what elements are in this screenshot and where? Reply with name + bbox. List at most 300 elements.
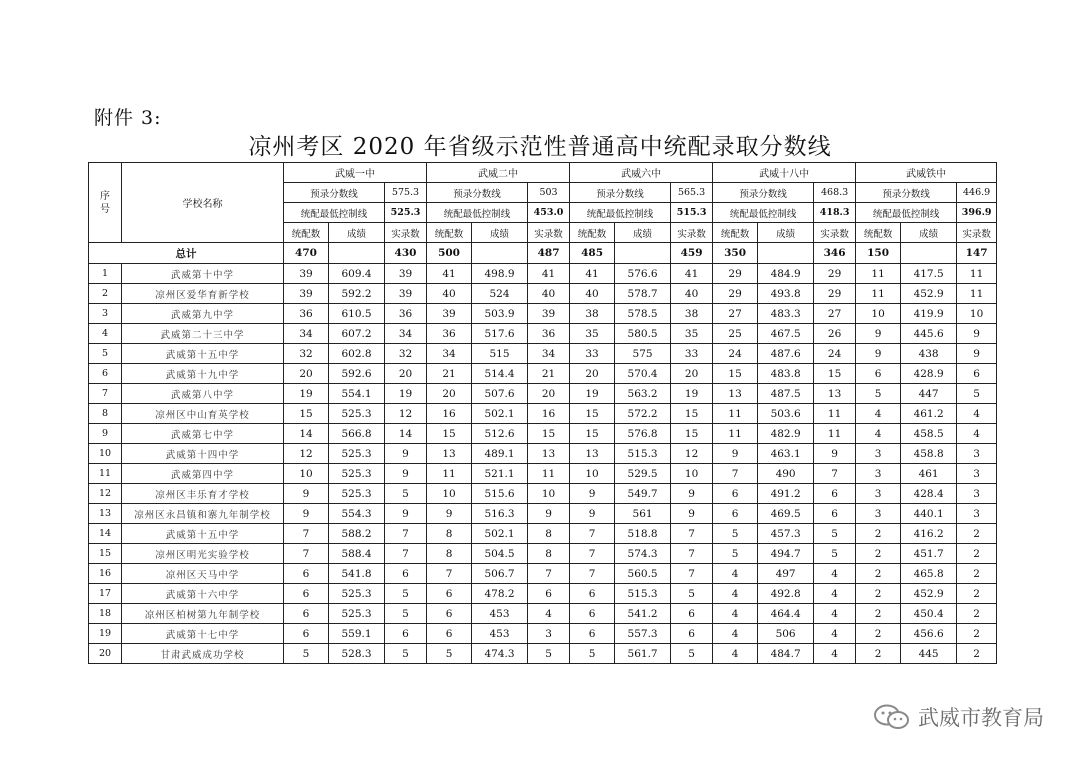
table-cell: 3 (957, 464, 997, 484)
row-number: 13 (89, 504, 122, 524)
table-row (89, 324, 997, 344)
table-cell: 5 (528, 644, 570, 664)
total-plan: 150 (856, 243, 901, 264)
table-cell: 6 (284, 624, 329, 644)
table-cell: 11 (856, 284, 901, 304)
table-cell: 3 (528, 624, 570, 644)
table-cell: 5 (814, 544, 856, 564)
table-cell: 16 (427, 404, 472, 424)
table-cell: 11 (427, 464, 472, 484)
column-header: 实录数 (528, 223, 570, 243)
table-cell: 9 (284, 504, 329, 524)
table-cell: 7 (284, 524, 329, 544)
table-cell: 497 (758, 564, 814, 584)
table-cell: 4 (814, 584, 856, 604)
table-cell: 3 (957, 444, 997, 464)
table-cell: 39 (385, 264, 427, 284)
table-cell: 549.7 (615, 484, 671, 504)
table-cell: 9 (284, 484, 329, 504)
total-score (615, 243, 671, 264)
table-cell: 469.5 (758, 504, 814, 524)
table-cell: 576.8 (615, 424, 671, 444)
table-row (89, 384, 997, 404)
table-cell: 512.6 (472, 424, 528, 444)
table-cell: 6 (385, 624, 427, 644)
plan-score-label: 预录分数线 (856, 183, 957, 203)
table-cell: 9 (570, 504, 615, 524)
table-cell: 9 (671, 484, 713, 504)
table-cell: 21 (528, 364, 570, 384)
table-cell: 38 (570, 304, 615, 324)
table-cell: 559.1 (329, 624, 385, 644)
school-name: 凉州区丰乐育才学校 (122, 484, 284, 504)
table-cell: 9 (856, 324, 901, 344)
table-cell: 4 (713, 624, 758, 644)
table-cell: 428.4 (901, 484, 957, 504)
total-plan: 350 (713, 243, 758, 264)
table-cell: 8 (427, 544, 472, 564)
table-cell: 7 (671, 564, 713, 584)
table-cell: 13 (814, 384, 856, 404)
table-cell: 467.5 (758, 324, 814, 344)
row-number: 1 (89, 264, 122, 284)
table-cell: 525.3 (329, 404, 385, 424)
table-cell: 518.8 (615, 524, 671, 544)
total-actual: 147 (957, 243, 997, 264)
control-line-label: 统配最低控制线 (856, 203, 957, 223)
table-cell: 32 (284, 344, 329, 364)
table-cell: 21 (427, 364, 472, 384)
table-cell: 20 (427, 384, 472, 404)
table-cell: 15 (284, 404, 329, 424)
table-cell: 39 (284, 284, 329, 304)
school-name: 武威第八中学 (122, 384, 284, 404)
school-name: 武威第二十三中学 (122, 324, 284, 344)
table-cell: 15 (671, 424, 713, 444)
table-cell: 438 (901, 344, 957, 364)
table-cell: 15 (671, 404, 713, 424)
table-cell: 5 (713, 544, 758, 564)
table-cell: 461.2 (901, 404, 957, 424)
table-cell: 9 (957, 344, 997, 364)
school-name: 武威第十中学 (122, 264, 284, 284)
table-cell: 452.9 (901, 584, 957, 604)
table-cell: 610.5 (329, 304, 385, 324)
table-cell: 541.8 (329, 564, 385, 584)
table-cell: 7 (671, 524, 713, 544)
table-cell: 419.9 (901, 304, 957, 324)
school-name: 武威第四中学 (122, 464, 284, 484)
table-cell: 458.5 (901, 424, 957, 444)
table-cell: 5 (284, 644, 329, 664)
table-cell: 32 (385, 344, 427, 364)
table-cell: 14 (385, 424, 427, 444)
table-cell: 20 (385, 364, 427, 384)
table-cell: 33 (671, 344, 713, 364)
table-cell: 575 (615, 344, 671, 364)
school-name: 凉州区永昌镇和寨九年制学校 (122, 504, 284, 524)
table-cell: 440.1 (901, 504, 957, 524)
column-header: 成绩 (758, 223, 814, 243)
total-score (901, 243, 957, 264)
table-cell: 515 (472, 344, 528, 364)
group-name: 武威六中 (570, 163, 713, 183)
table-cell: 515.6 (472, 484, 528, 504)
control-line-value: 418.3 (814, 203, 856, 223)
control-line-value: 396.9 (957, 203, 997, 223)
school-name: 凉州区天马中学 (122, 564, 284, 584)
table-cell: 506 (758, 624, 814, 644)
table-cell: 7 (385, 524, 427, 544)
table-cell: 458.8 (901, 444, 957, 464)
table-cell: 507.6 (472, 384, 528, 404)
table-cell: 578.5 (615, 304, 671, 324)
table-cell: 578.7 (615, 284, 671, 304)
table-cell: 5 (671, 644, 713, 664)
table-cell: 9 (814, 444, 856, 464)
table-cell: 2 (856, 604, 901, 624)
table-cell: 5 (385, 604, 427, 624)
table-cell: 4 (957, 404, 997, 424)
school-name: 武威第十九中学 (122, 364, 284, 384)
table-cell: 6 (385, 564, 427, 584)
table-cell: 592.6 (329, 364, 385, 384)
table-cell: 7 (570, 544, 615, 564)
table-cell: 7 (814, 464, 856, 484)
table-cell: 6 (284, 564, 329, 584)
table-cell: 41 (570, 264, 615, 284)
table-cell: 27 (713, 304, 758, 324)
attachment-label: 附件 3: (94, 107, 162, 129)
table-row (89, 344, 997, 364)
table-cell: 39 (427, 304, 472, 324)
school-name: 武威第七中学 (122, 424, 284, 444)
table-cell: 563.2 (615, 384, 671, 404)
table-cell: 2 (957, 624, 997, 644)
table-cell: 572.2 (615, 404, 671, 424)
column-header: 实录数 (957, 223, 997, 243)
table-cell: 33 (570, 344, 615, 364)
plan-score-value: 446.9 (957, 183, 997, 203)
table-cell: 5 (814, 524, 856, 544)
table-cell: 2 (856, 584, 901, 604)
watermark-text: 武威市教育局 (918, 706, 1044, 730)
column-header: 成绩 (615, 223, 671, 243)
plan-score-value: 565.3 (671, 183, 713, 203)
row-number: 12 (89, 484, 122, 504)
table-cell: 35 (570, 324, 615, 344)
table-cell: 6 (427, 604, 472, 624)
school-name: 武威第十六中学 (122, 584, 284, 604)
table-cell: 528.3 (329, 644, 385, 664)
table-cell: 15 (713, 364, 758, 384)
table-row (89, 544, 997, 564)
table-row (89, 524, 997, 544)
table-cell: 428.9 (901, 364, 957, 384)
table-cell: 12 (385, 404, 427, 424)
table-cell: 10 (284, 464, 329, 484)
control-line-label: 统配最低控制线 (570, 203, 671, 223)
table-cell: 5 (385, 644, 427, 664)
table-row (89, 444, 997, 464)
plan-score-value: 468.3 (814, 183, 856, 203)
table-cell: 6 (570, 624, 615, 644)
column-header: 成绩 (901, 223, 957, 243)
table-cell: 10 (957, 304, 997, 324)
table-cell: 492.8 (758, 584, 814, 604)
table-cell: 11 (856, 264, 901, 284)
table-cell: 4 (814, 604, 856, 624)
table-cell: 452.9 (901, 284, 957, 304)
table-cell: 487.5 (758, 384, 814, 404)
table-cell: 5 (957, 384, 997, 404)
plan-score-label: 预录分数线 (427, 183, 528, 203)
table-cell: 20 (570, 364, 615, 384)
table-cell: 6 (713, 484, 758, 504)
group-name: 武威二中 (427, 163, 570, 183)
table-cell: 451.7 (901, 544, 957, 564)
table-cell: 5 (385, 484, 427, 504)
table-cell: 502.1 (472, 404, 528, 424)
table-cell: 7 (671, 544, 713, 564)
table-cell: 25 (713, 324, 758, 344)
table-cell: 515.3 (615, 444, 671, 464)
total-score (758, 243, 814, 264)
table-cell: 10 (570, 464, 615, 484)
table-cell: 27 (814, 304, 856, 324)
table-cell: 34 (284, 324, 329, 344)
table-cell: 484.9 (758, 264, 814, 284)
row-number: 14 (89, 524, 122, 544)
table-cell: 40 (427, 284, 472, 304)
control-line-value: 453.0 (528, 203, 570, 223)
table-cell: 7 (528, 564, 570, 584)
column-header: 成绩 (329, 223, 385, 243)
table-cell: 570.4 (615, 364, 671, 384)
table-cell: 504.5 (472, 544, 528, 564)
school-name: 凉州区中山育英学校 (122, 404, 284, 424)
table-cell: 580.5 (615, 324, 671, 344)
table-cell: 6 (814, 504, 856, 524)
table-cell: 7 (385, 544, 427, 564)
table-cell: 592.2 (329, 284, 385, 304)
table-cell: 6 (713, 504, 758, 524)
plan-score-value: 575.3 (385, 183, 427, 203)
table-cell: 474.3 (472, 644, 528, 664)
table-cell: 9 (385, 504, 427, 524)
table-cell: 8 (427, 524, 472, 544)
table-cell: 482.9 (758, 424, 814, 444)
table-cell: 3 (957, 504, 997, 524)
table-cell: 15 (427, 424, 472, 444)
table-cell: 12 (671, 444, 713, 464)
table-cell: 6 (427, 624, 472, 644)
table-cell: 4 (856, 424, 901, 444)
table-cell: 40 (671, 284, 713, 304)
table-cell: 5 (427, 644, 472, 664)
table-cell: 506.7 (472, 564, 528, 584)
column-header: 统配数 (713, 223, 758, 243)
table-row (89, 304, 997, 324)
table-cell: 416.2 (901, 524, 957, 544)
table-cell: 483.3 (758, 304, 814, 324)
row-number: 3 (89, 304, 122, 324)
table-cell: 602.8 (329, 344, 385, 364)
school-name: 甘肃武威成功学校 (122, 644, 284, 664)
table-cell: 502.1 (472, 524, 528, 544)
table-cell: 5 (713, 524, 758, 544)
table-cell: 464.4 (758, 604, 814, 624)
table-cell: 487.6 (758, 344, 814, 364)
table-cell: 3 (856, 504, 901, 524)
table-cell: 4 (713, 584, 758, 604)
table-cell: 13 (570, 444, 615, 464)
table-cell: 453 (472, 604, 528, 624)
table-cell: 588.2 (329, 524, 385, 544)
table-cell: 417.5 (901, 264, 957, 284)
table-cell: 16 (528, 404, 570, 424)
row-number: 4 (89, 324, 122, 344)
table-cell: 525.3 (329, 604, 385, 624)
table-row (89, 644, 997, 664)
table-row (89, 564, 997, 584)
table-cell: 503.6 (758, 404, 814, 424)
table-cell: 7 (284, 544, 329, 564)
table-cell: 8 (528, 544, 570, 564)
table-row (89, 364, 997, 384)
table-cell: 5 (570, 644, 615, 664)
control-line-label: 统配最低控制线 (284, 203, 385, 223)
row-number: 7 (89, 384, 122, 404)
table-cell: 19 (570, 384, 615, 404)
table-cell: 6 (856, 364, 901, 384)
table-cell: 456.6 (901, 624, 957, 644)
table-cell: 4 (814, 564, 856, 584)
table-cell: 461 (901, 464, 957, 484)
row-number: 15 (89, 544, 122, 564)
table-cell: 6 (671, 624, 713, 644)
control-line-label: 统配最低控制线 (713, 203, 814, 223)
table-cell: 607.2 (329, 324, 385, 344)
table-cell: 525.3 (329, 444, 385, 464)
table-cell: 576.6 (615, 264, 671, 284)
control-line-value: 515.3 (671, 203, 713, 223)
table-row (89, 404, 997, 424)
table-cell: 41 (671, 264, 713, 284)
table-cell: 498.9 (472, 264, 528, 284)
table-cell: 9 (856, 344, 901, 364)
control-line-value: 525.3 (385, 203, 427, 223)
table-cell: 516.3 (472, 504, 528, 524)
table-cell: 2 (957, 564, 997, 584)
table-cell: 29 (713, 284, 758, 304)
school-name: 凉州区柏树第九年制学校 (122, 604, 284, 624)
table-cell: 4 (814, 644, 856, 664)
school-name: 武威第十五中学 (122, 344, 284, 364)
table-cell: 514.4 (472, 364, 528, 384)
total-score (472, 243, 528, 264)
table-row (89, 284, 997, 304)
table-cell: 521.1 (472, 464, 528, 484)
row-number: 20 (89, 644, 122, 664)
table-cell: 34 (427, 344, 472, 364)
table-cell: 19 (671, 384, 713, 404)
row-number: 2 (89, 284, 122, 304)
table-cell: 7 (570, 524, 615, 544)
table-cell: 41 (427, 264, 472, 284)
table-cell: 525.3 (329, 484, 385, 504)
table-cell: 11 (957, 264, 997, 284)
watermark (872, 702, 1044, 732)
table-cell: 4 (814, 624, 856, 644)
control-line-label: 统配最低控制线 (427, 203, 528, 223)
school-name: 武威第九中学 (122, 304, 284, 324)
table-row (89, 424, 997, 444)
table-cell: 2 (957, 604, 997, 624)
total-actual: 346 (814, 243, 856, 264)
table-cell: 5 (385, 584, 427, 604)
table-cell: 38 (671, 304, 713, 324)
table-cell: 10 (528, 484, 570, 504)
row-number: 16 (89, 564, 122, 584)
column-header: 实录数 (814, 223, 856, 243)
table-cell: 39 (284, 264, 329, 284)
table-cell: 11 (957, 284, 997, 304)
table-cell: 557.3 (615, 624, 671, 644)
table-cell: 491.2 (758, 484, 814, 504)
table-cell: 35 (671, 324, 713, 344)
school-name: 武威第十七中学 (122, 624, 284, 644)
table-cell: 6 (671, 604, 713, 624)
table-cell: 561 (615, 504, 671, 524)
table-cell: 9 (427, 504, 472, 524)
table-cell: 20 (528, 384, 570, 404)
table-row (89, 604, 997, 624)
table-cell: 36 (528, 324, 570, 344)
total-plan: 470 (284, 243, 329, 264)
school-header: 学校名称 (122, 163, 284, 243)
table-cell: 9 (957, 324, 997, 344)
score-table (88, 162, 997, 664)
table-cell: 524 (472, 284, 528, 304)
table-cell: 40 (570, 284, 615, 304)
table-cell: 20 (671, 364, 713, 384)
table-cell: 26 (814, 324, 856, 344)
table-cell: 463.1 (758, 444, 814, 464)
table-cell: 7 (427, 564, 472, 584)
group-name: 武威一中 (284, 163, 427, 183)
table-cell: 34 (528, 344, 570, 364)
total-score (329, 243, 385, 264)
table-cell: 3 (856, 464, 901, 484)
table-cell: 2 (856, 644, 901, 664)
table-cell: 554.3 (329, 504, 385, 524)
table-cell: 15 (528, 424, 570, 444)
table-cell: 14 (284, 424, 329, 444)
plan-score-value: 503 (528, 183, 570, 203)
table-cell: 4 (528, 604, 570, 624)
table-cell: 4 (957, 424, 997, 444)
table-cell: 2 (856, 524, 901, 544)
table-cell: 6 (528, 584, 570, 604)
table-cell: 554.1 (329, 384, 385, 404)
table-cell: 445.6 (901, 324, 957, 344)
table-cell: 457.3 (758, 524, 814, 544)
document-title: 凉州考区 2020 年省级示范性普通高中统配录取分数线 (248, 134, 832, 160)
table-cell: 478.2 (472, 584, 528, 604)
group-name: 武威十八中 (713, 163, 856, 183)
table-cell: 2 (856, 564, 901, 584)
